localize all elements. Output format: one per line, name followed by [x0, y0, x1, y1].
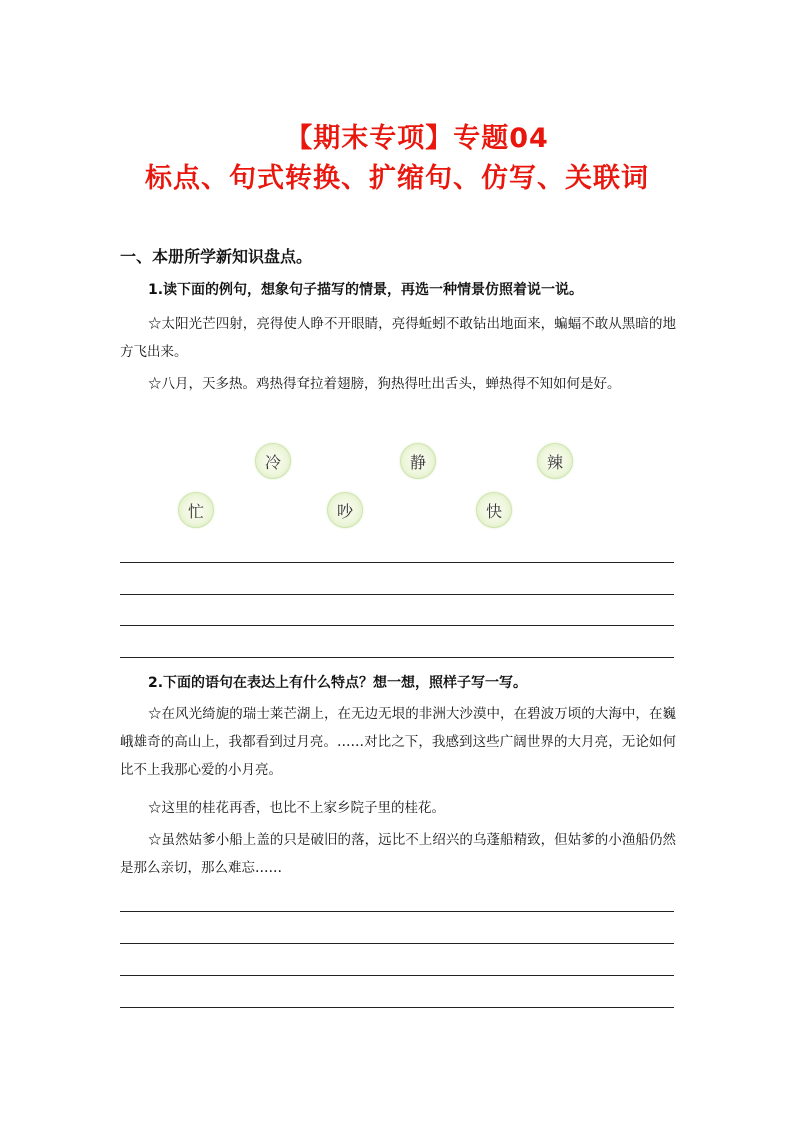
question-1-example-2: ☆八月，天多热。鸡热得耷拉着翅膀，狗热得吐出舌头，蝉热得不知如何是好。	[148, 376, 621, 392]
word-circle-quiet: 静	[400, 443, 436, 479]
answer-line[interactable]	[120, 594, 674, 595]
page-title: 【期末专项】专题04	[285, 123, 549, 154]
word-circle-fast: 快	[476, 492, 512, 528]
answer-line[interactable]	[120, 657, 674, 658]
question-2-example-3: ☆虽然姑爹小船上盖的只是破旧的落，远比不上绍兴的乌蓬船精致，但姑爹的小渔船仍然是那么亲切，那么难忘……	[120, 832, 676, 876]
question-1-prompt: 1.读下面的例句，想象句子描写的情景，再选一种情景仿照着说一说。	[148, 282, 584, 298]
section-heading: 一、本册所学新知识盘点。	[120, 247, 313, 266]
answer-line[interactable]	[120, 975, 674, 976]
question-2-example-2: ☆这里的桂花再香，也比不上家乡院子里的桂花。	[148, 800, 445, 816]
page-subtitle: 标点、句式转换、扩缩句、仿写、关联词	[145, 163, 649, 194]
answer-line[interactable]	[120, 1007, 674, 1008]
answer-line[interactable]	[120, 943, 674, 944]
word-circle-spicy: 辣	[537, 443, 573, 479]
word-circle-cold: 冷	[255, 443, 291, 479]
answer-line[interactable]	[120, 911, 674, 912]
word-circle-busy: 忙	[178, 492, 214, 528]
answer-line[interactable]	[120, 562, 674, 563]
question-1-example-1: ☆太阳光芒四射，亮得使人睁不开眼睛，亮得蚯蚓不敢钻出地面来，蝙蝠不敢从黑暗的地方飞出来。	[120, 316, 676, 360]
question-2-example-1: ☆在风光绮旎的瑞士莱芒湖上，在无边无垠的非洲大沙漠中，在碧波万顷的大海中，在巍峨雄奇的高山上，我都看到过月亮。……对比之下，我感到这些广阔世界的大月亮，无论如何比不上我那心爱的小月亮。	[120, 706, 676, 778]
word-circle-noisy: 吵	[327, 492, 363, 528]
question-2-prompt: 2.下面的语句在表达上有什么特点？想一想，照样子写一写。	[148, 675, 528, 691]
answer-line[interactable]	[120, 625, 674, 626]
